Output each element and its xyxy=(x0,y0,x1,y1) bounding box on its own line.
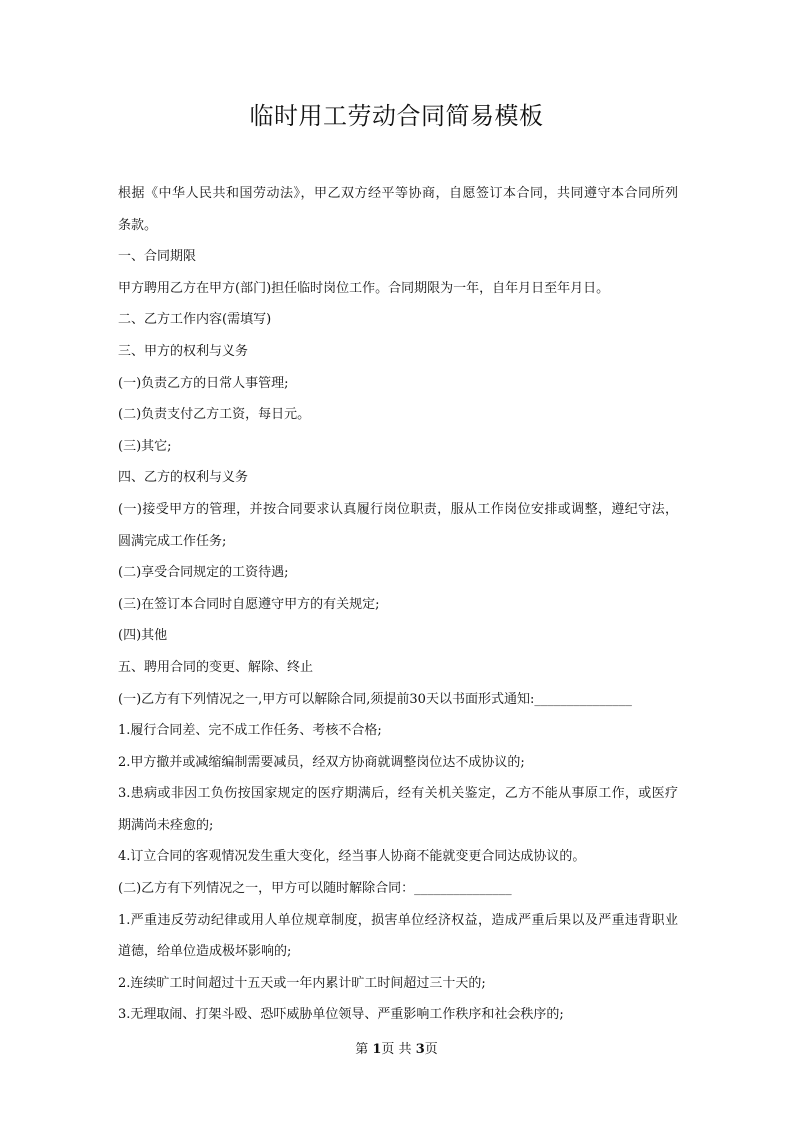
footer-prefix: 第 xyxy=(355,1042,373,1057)
document-title: 临时用工劳动合同简易模板 xyxy=(249,102,544,130)
list-item: 3.无理取闹、打架斗殴、恐吓威胁单位领导、严重影响工作秩序和社会秩序的; xyxy=(118,1007,564,1023)
list-item: (一)乙方有下列情况之一,甲方可以解除合同,须提前30天以书面形式通知:_______________ xyxy=(118,691,632,707)
list-item: 2.连续旷工时间超过十五天或一年内累计旷工时间超过三十天的; xyxy=(118,975,486,991)
paragraph-line: 根据《中华人民共和国劳动法》，甲乙双方经平等协商，自愿签订本合同，共同遵守本合同所列 xyxy=(118,186,678,201)
list-item: (一)接受甲方的管理，并按合同要求认真履行岗位职责，服从工作岗位安排或调整，遵纪守法， xyxy=(118,501,678,517)
list-item: (二)乙方有下列情况之一，甲方可以随时解除合同：_______________ xyxy=(118,881,512,897)
list-item: 3.患病或非因工负伤按国家规定的医疗期满后，经有关机关鉴定，乙方不能从事原工作，或医疗 xyxy=(118,786,678,802)
list-item: (二)负责支付乙方工资，每日元。 xyxy=(118,407,311,423)
list-item-continuation: 圆满完成工作任务; xyxy=(118,533,227,549)
section-heading: 一、合同期限 xyxy=(118,249,197,265)
paragraph-line: 甲方聘用乙方在甲方(部门)担任临时岗位工作。合同期限为一年，自年月日至年月日。 xyxy=(118,280,610,296)
total-pages-number: 3 xyxy=(415,1042,425,1057)
list-item: (二)享受合同规定的工资待遇; xyxy=(118,565,289,581)
footer-middle: 页 共 xyxy=(381,1042,416,1057)
list-item: (三)在签订本合同时自愿遵守甲方的有关规定; xyxy=(118,596,380,612)
list-item: (三)其它; xyxy=(118,438,172,454)
paragraph-line: 条款。 xyxy=(118,217,158,233)
list-item-continuation: 道德，给单位造成极坏影响的; xyxy=(118,944,292,960)
section-heading: 五、聘用合同的变更、解除、终止 xyxy=(118,659,314,675)
list-item: (一)负责乙方的日常人事管理; xyxy=(118,375,289,391)
section-heading: 四、乙方的权利与义务 xyxy=(118,470,249,486)
footer-suffix: 页 xyxy=(424,1042,438,1057)
current-page-number: 1 xyxy=(372,1042,382,1057)
section-heading: 三、甲方的权利与义务 xyxy=(118,343,249,359)
list-item: 2.甲方撤并或减缩编制需要减员，经双方协商就调整岗位达不成协议的; xyxy=(118,754,525,770)
list-item: 1.履行合同差、完不成工作任务、考核不合格; xyxy=(118,723,382,739)
document-body xyxy=(118,180,678,1033)
list-item: (四)其他 xyxy=(118,628,168,644)
page-footer xyxy=(0,1040,793,1060)
section-heading: 二、乙方工作内容(需填写) xyxy=(118,312,272,328)
list-item: 4.订立合同的客观情况发生重大变化，经当事人协商不能就变更合同达成协议的。 xyxy=(118,849,586,865)
list-item: 1.严重违反劳动纪律或用人单位规章制度，损害单位经济权益，造成严重后果以及严重违背职业 xyxy=(118,912,678,928)
list-item-continuation: 期满尚未痊愈的; xyxy=(118,817,214,833)
